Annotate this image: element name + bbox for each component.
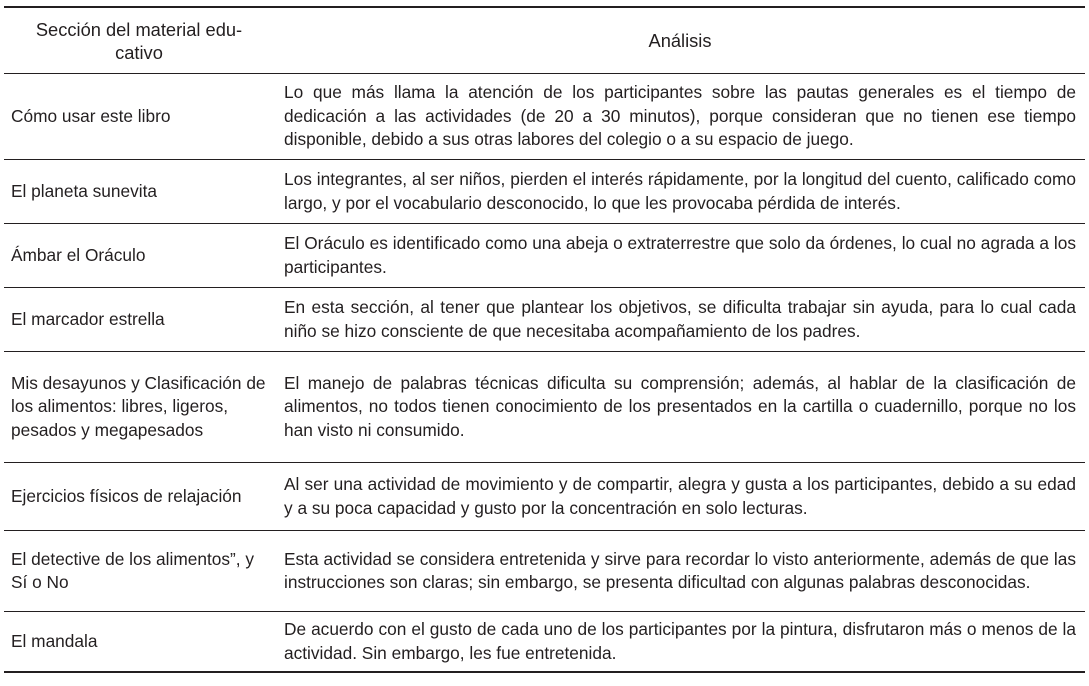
row-analysis: En esta sección, al tener que plantear los objetivos, se dificulta trabajar sin ayuda, para lo cual cada niño se hizo consciente de que necesitaba acompañamiento de los padres.: [284, 297, 1076, 341]
row-analysis: El manejo de palabras técnicas dificulta su comprensión; además, al hablar de la clasificación de alimentos, no todos tienen conocimiento de los presentados en la cartilla o cuadernillo, porque no los han visto ni consumido.: [284, 372, 1076, 440]
table-row: [4, 224, 1085, 288]
row-analysis: De acuerdo con el gusto de cada uno de los participantes por la pintura, disfrutaron más o menos de la actividad. Sin embargo, les fue entretenida.: [284, 619, 1076, 663]
header-analysis: Análisis: [648, 29, 712, 51]
row-analysis: Los integrantes, al ser niños, pierden el interés rápidamente, por la longitud del cuento, calificado como largo, y por el vocabulario desconocido, lo que les provocaba pérdida de interés.: [284, 169, 1076, 213]
row-section: El planeta sunevita: [11, 180, 158, 201]
row-section: El mandala: [11, 630, 98, 651]
row-section: El detective de los alimentos”, y Sí o No: [11, 548, 255, 592]
table-row: [4, 160, 1085, 224]
table-row: [4, 612, 1085, 671]
analysis-table: [4, 6, 1085, 673]
header-section: Sección del material edu-cativo: [35, 18, 243, 63]
table-row: [4, 463, 1085, 531]
row-section: Mis desayunos y Clasificación de los alimentos: libres, ligeros, pesados y megapesados: [11, 372, 266, 440]
row-analysis: Esta actividad se considera entretenida y sirve para recordar lo visto anteriormente, además de que las instrucciones son claras; sin embargo, se presenta dificultad con algunas palabras desconocidas.: [284, 548, 1076, 592]
row-section: Ejercicios físicos de relajación: [11, 485, 242, 506]
table-row: [4, 288, 1085, 352]
row-analysis: Lo que más llama la atención de los participantes sobre las pautas generales es el tiempo de dedicación a las actividades (de 20 a 30 minutos), porque consideran que no tienen ese tiempo disponible, debido a sus otras labores del colegio o a su espacio de juego.: [284, 82, 1076, 150]
row-analysis: El Oráculo es identificado como una abeja o extraterrestre que solo da órdenes, lo cual no agrada a los participantes.: [284, 233, 1076, 277]
table-row: [4, 531, 1085, 612]
row-section: Cómo usar este libro: [11, 105, 171, 126]
table-row: [4, 74, 1085, 160]
row-analysis: Al ser una actividad de movimiento y de compartir, alegra y gusta a los participantes, debido a su edad y a su poca capacidad y gusto por la concentración en solo lecturas.: [284, 474, 1076, 518]
row-section: El marcador estrella: [11, 308, 165, 329]
table-header-row: [4, 8, 1085, 74]
row-section: Ámbar el Oráculo: [11, 244, 146, 265]
table-row: [4, 352, 1085, 463]
